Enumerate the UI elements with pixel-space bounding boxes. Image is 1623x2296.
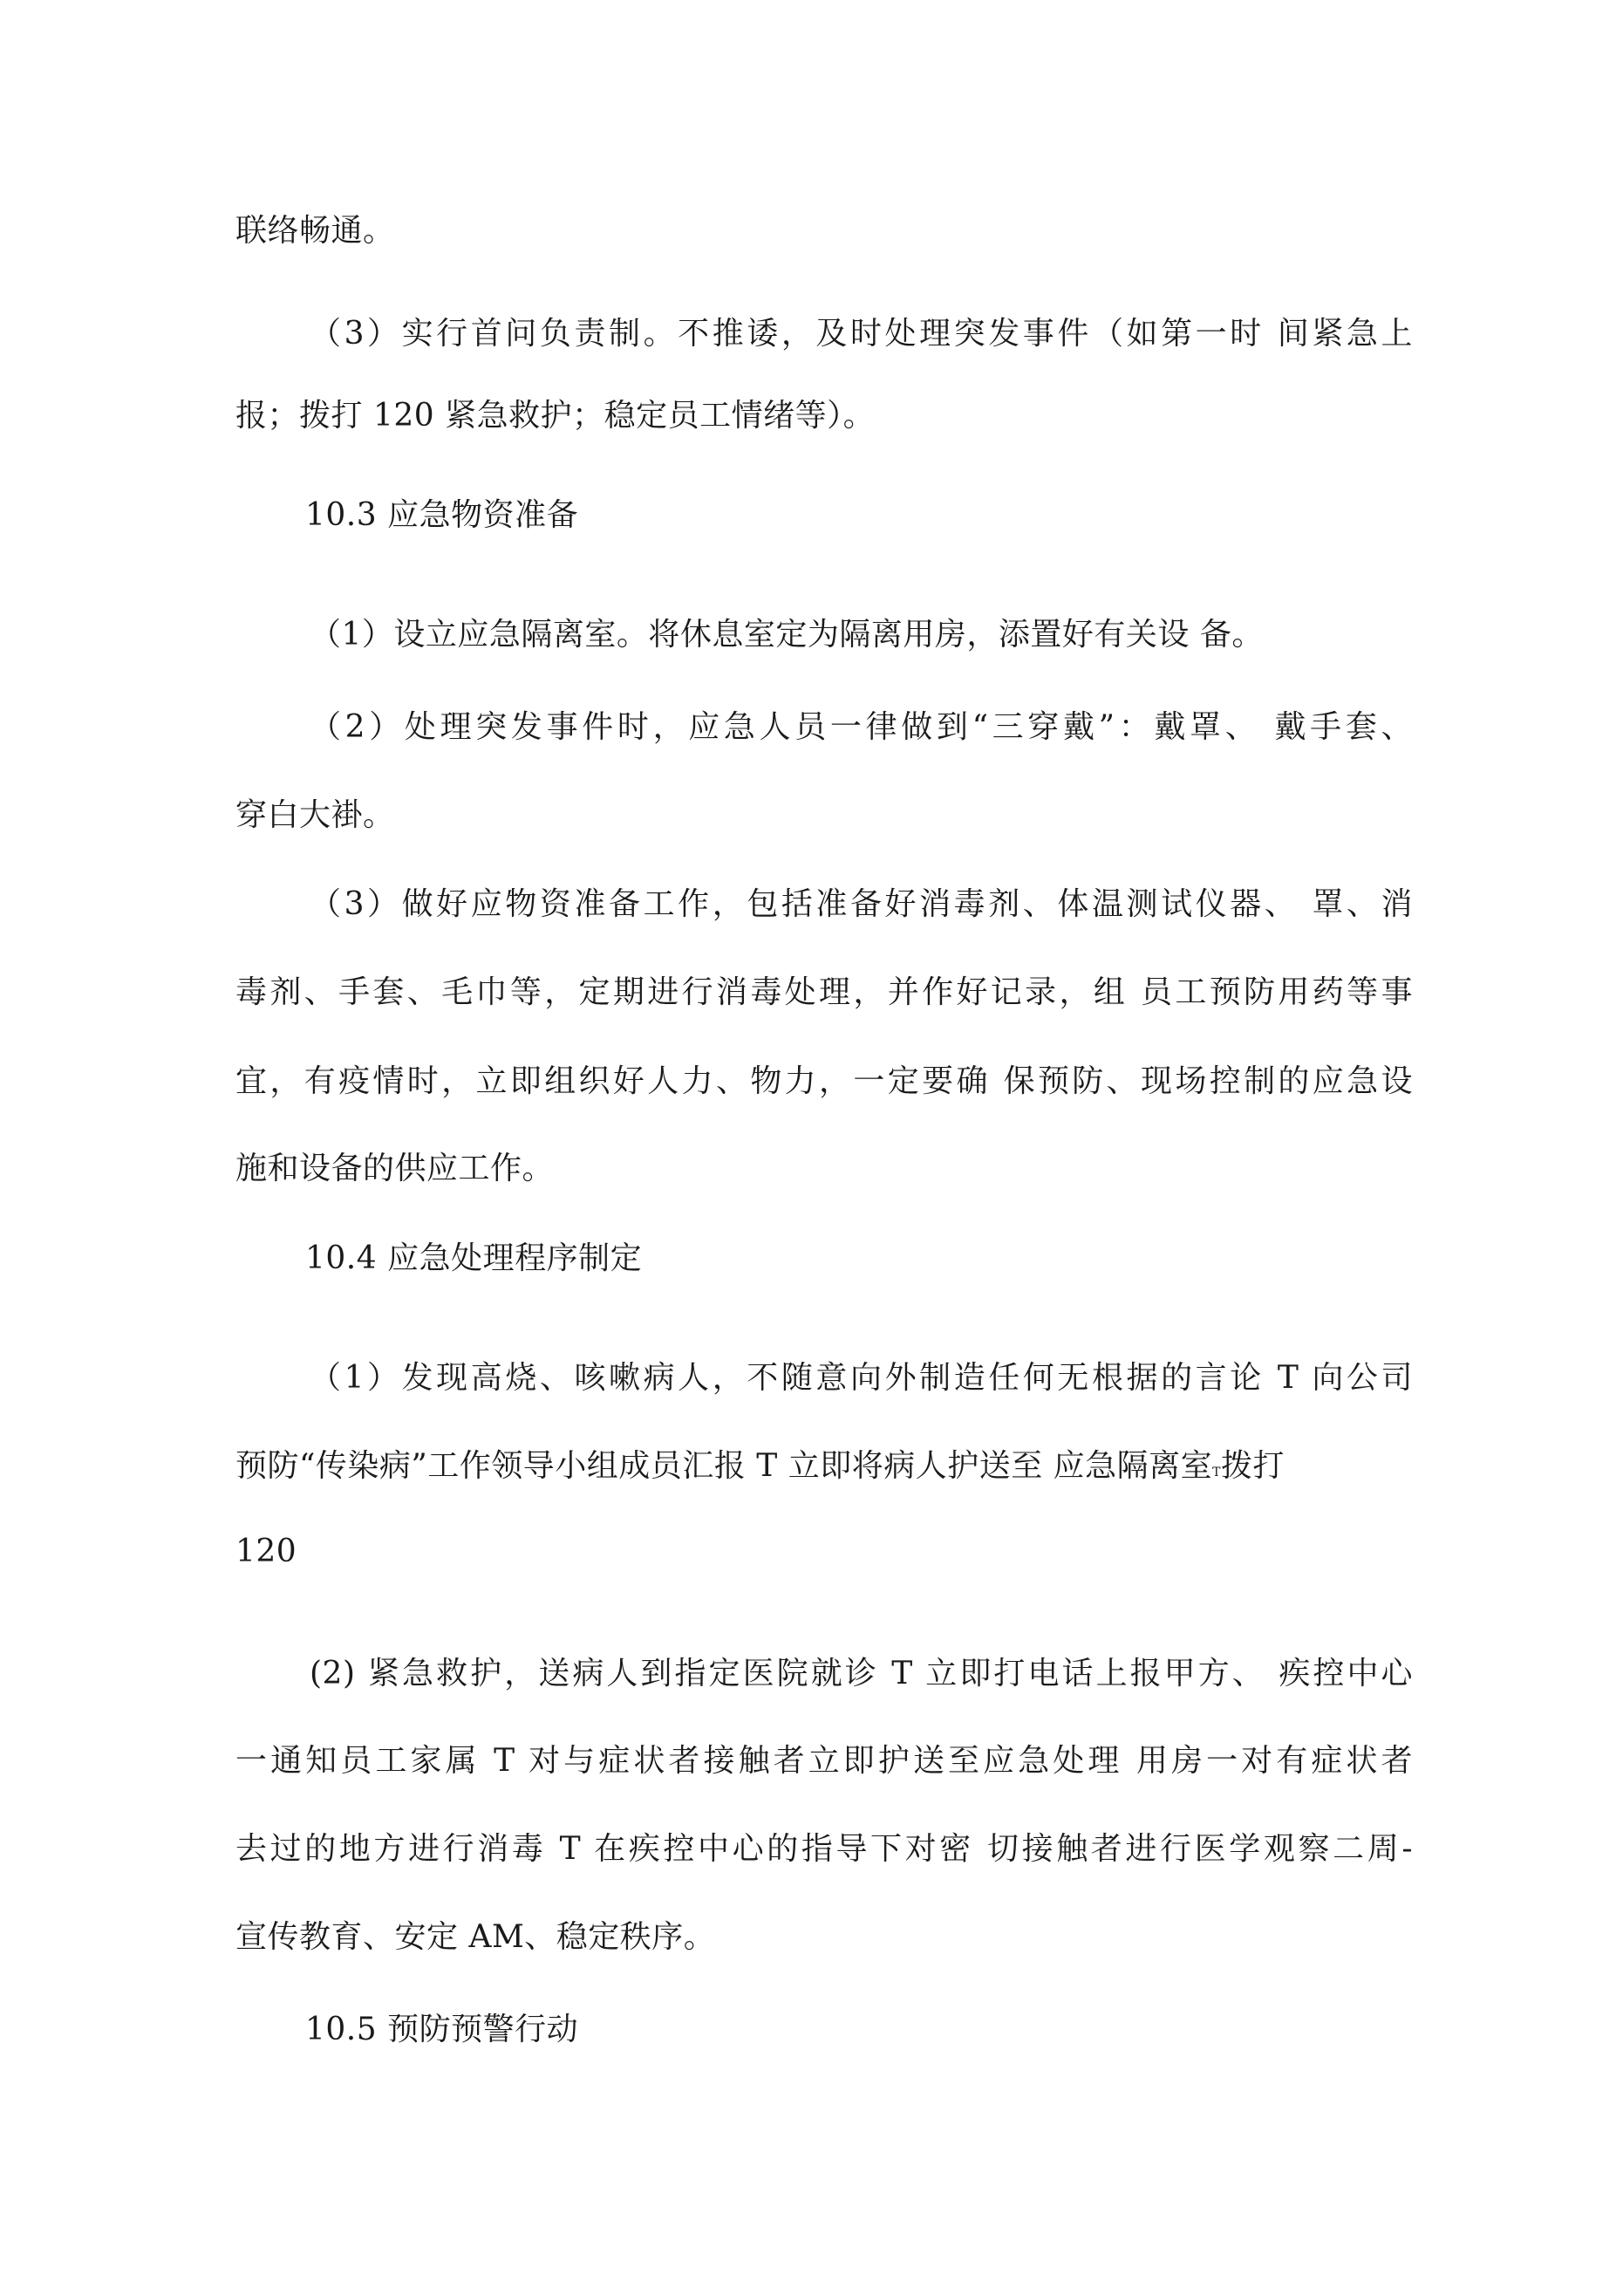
section-heading: 10.3 应急物资准备 [305, 497, 579, 533]
section-heading: 10.5 预防预警行动 [305, 2012, 579, 2047]
text-line [235, 1447, 1413, 1492]
text-line: 一通知员工家属 T 对与症状者接触者立即护送至应急处理 用房一对有症状者 [235, 1743, 1413, 1779]
text-segment: 预防“传染病”工作领导小组成员汇报 T 立即将病人护送至 应急隔离室 [235, 1448, 1213, 1484]
text-line: 宜，有疫情时，立即组织好人力、物力，一定要确 保预防、现场控制的应急设 [235, 1063, 1413, 1099]
section-heading: 10.4 应急处理程序制定 [305, 1240, 643, 1276]
text-line: 去过的地方进行消毒 T 在疾控中心的指导下对密 切接触者进行医学观察二周- [235, 1831, 1413, 1867]
paragraph-first-line: (2) 紧急救护，送病人到指定医院就诊 T 立即打电话上报甲方、 疾控中心 [310, 1656, 1413, 1691]
paragraph-first-line: （3）做好应物资准备工作，包括准备好消毒剂、体温测试仪器、 罩、消 [310, 886, 1413, 922]
text-line: 报；拨打 120 紧急救护；稳定员工情绪等）。 [235, 398, 876, 434]
paragraph-first-line: （1）设立应急隔离室。将休息室定为隔离用房，添置好有关设 备。 [310, 617, 1264, 653]
paragraph-first-line: （2）处理突发事件时，应急人员一律做到“三穿戴”：戴罩、 戴手套、 [310, 709, 1413, 745]
text-line: 穿白大褂。 [235, 797, 395, 833]
text-line: 施和设备的供应工作。 [235, 1151, 555, 1186]
paragraph-first-line: （1）发现高烧、咳嗽病人，不随意向外制造任何无根据的言论 T 向公司 [310, 1360, 1413, 1396]
paragraph-first-line: （3）实行首问负责制。不推诿，及时处理突发事件（如第一时 间紧急上 [310, 316, 1413, 352]
text-line: 120 [235, 1534, 297, 1569]
text-line: 联络畅通。 [235, 213, 395, 249]
text-line: 宣传教育、安定 AM、稳定秩序。 [235, 1919, 716, 1955]
subscript-mark: T [1212, 1466, 1221, 1479]
text-line: 毒剂、手套、毛巾等，定期进行消毒处理，并作好记录，组 员工预防用药等事 [235, 974, 1413, 1010]
text-segment: 拨打 [1221, 1448, 1285, 1484]
